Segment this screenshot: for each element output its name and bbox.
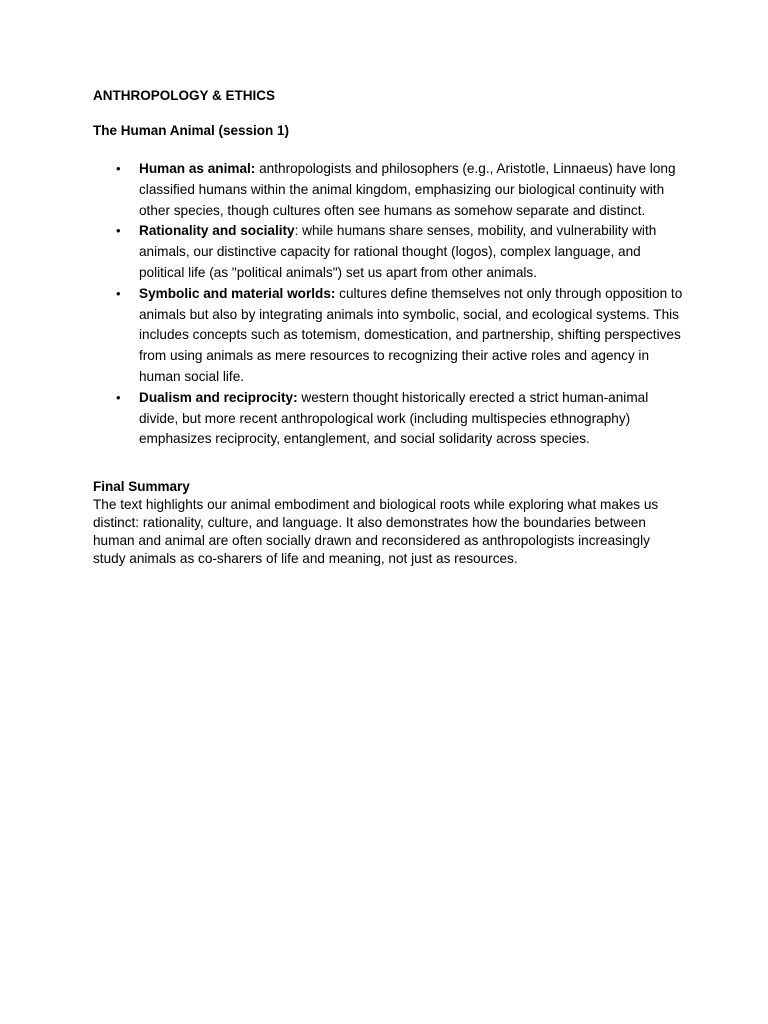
bullet-item-rationality-sociality	[93, 221, 683, 283]
bullet-term: Rationality and sociality	[139, 223, 295, 239]
bullet-dot-icon: •	[116, 161, 121, 176]
bullet-item-dualism-reciprocity	[93, 388, 683, 450]
summary-text: The text highlights our animal embodiment and biological roots while exploring what makes us distinct: rationality, culture, and language. It also demonstrates how the boundaries between human and animal are often socially drawn and reconsidered as anthropologists increasingly study animals as co-sharers of life and meaning, not just as resources.	[93, 497, 659, 567]
bullet-dot-icon: •	[116, 223, 121, 239]
summary-heading: Final Summary	[93, 479, 190, 495]
bullet-term: Dualism and reciprocity:	[139, 389, 298, 405]
bullet-text: cultures define themselves not only through opposition to animals but also by integrating animals into symbolic, social, and ecological systems. This includes concepts such as totemism, domestication, and partnership, shifting perspectives from using animals as mere resources to recognizing their active roles and agency in human social life.	[139, 285, 683, 384]
bullet-term: Human as animal:	[139, 161, 256, 176]
document-page	[93, 87, 683, 568]
bullet-list	[93, 159, 683, 450]
bullet-item-symbolic-material	[93, 284, 683, 388]
bullet-term: Symbolic and material worlds:	[139, 285, 336, 301]
bullet-item-human-as-animal	[93, 159, 683, 221]
document-title: ANTHROPOLOGY & ETHICS	[93, 88, 276, 103]
bullet-text: anthropologists and philosophers (e.g., Aristotle, Linnaeus) have long classified humans within the animal kingdom, emphasizing our biological continuity with other species, though cultures often see humans as somehow separate and distinct.	[139, 161, 676, 218]
bullet-text: : while humans share senses, mobility, and vulnerability with animals, our distinctive capacity for rational thought (logos), complex language, and political life (as "political animals") set us apart from other animals.	[139, 223, 657, 280]
session-title: The Human Animal (session 1)	[93, 123, 290, 138]
bullet-dot-icon: •	[116, 285, 121, 301]
bullet-dot-icon: •	[116, 389, 121, 405]
bullet-text: western thought historically erected a strict human-animal divide, but more recent anthropological work (including multispecies ethnography) emphasizes reciprocity, entanglement, and social solidarity across species.	[139, 389, 649, 447]
